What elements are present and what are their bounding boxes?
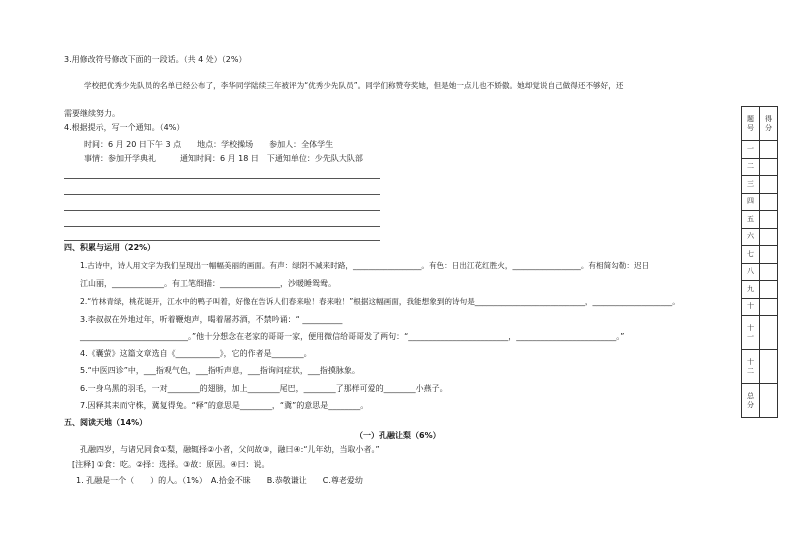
header-score-label: 得 分 xyxy=(765,114,772,132)
score-row-label: 七 xyxy=(742,246,760,264)
score-cell[interactable] xyxy=(760,384,778,418)
score-row-label: 十 一 xyxy=(742,316,760,350)
score-cell[interactable] xyxy=(760,316,778,350)
reading-question1: 1. 孔融是一个（ ）的人。（1%） A.拾金不昧 B.恭敬谦让 C.尊老爱幼 xyxy=(76,476,363,485)
header-item-label: 题 号 xyxy=(747,114,754,132)
score-table xyxy=(741,106,778,418)
section4-item3-line2: ___________________________。”他十分想念在老家的哥哥一家，便用微信给哥哥发了两句：“_________________________，_________________________。” xyxy=(80,332,625,341)
score-row-label: 三 xyxy=(742,176,760,194)
score-row-label: 四 xyxy=(742,193,760,211)
section4-item1-line1: 1.古诗中，诗人用文字为我们呈现出一幅幅美丽的画面。有声：绿阴不减来时路，__________________。有色：日出江花红胜火，__________________。有相简勾勒：迟日 xyxy=(80,261,650,270)
section4-item5: 5.“中医四诊”中，___指观气色，___指听声息，___指询问症状，___指摸脉象。 xyxy=(80,366,360,375)
section4-item4: 4.《囊萤》这篇文章选自《___________》，它的作者是________。 xyxy=(80,349,312,358)
reading-subtitle: （一）孔融让梨（6%） xyxy=(355,431,441,440)
reading-passage: 孔融四岁，与诸兄同食①梨，融辄择②小者，父问故③，融曰④:“儿年幼，当取小者。” xyxy=(80,445,380,454)
section4-title: 四、积累与运用（22%） xyxy=(64,243,156,252)
score-cell[interactable] xyxy=(760,193,778,211)
answer-line[interactable] xyxy=(64,210,380,211)
score-cell[interactable] xyxy=(760,141,778,159)
section5-title: 五、阅读天地（14%） xyxy=(64,418,148,427)
score-table-header-item xyxy=(742,107,760,141)
answer-line[interactable] xyxy=(64,194,380,195)
answer-line[interactable] xyxy=(64,226,380,227)
section4-item3-line1: 3.李叔叔在外地过年，听着鞭炮声，喝着屠苏酒，不禁吟诵：“ __________ xyxy=(80,315,343,324)
score-table-header-score xyxy=(760,107,778,141)
score-cell[interactable] xyxy=(760,176,778,194)
score-cell[interactable] xyxy=(760,211,778,229)
score-row-label: 五 xyxy=(742,211,760,229)
answer-line[interactable] xyxy=(64,240,380,241)
score-row-label: 一 xyxy=(742,141,760,159)
q3-paragraph-line2: 需要继续努力。 xyxy=(64,109,120,118)
score-row-label: 六 xyxy=(742,228,760,246)
q4-info-row2: 事情：参加开学典礼 通知时间：6 月 18 日 下通知单位：少先队大队部 xyxy=(84,154,363,163)
score-row-label: 十 xyxy=(742,298,760,316)
section4-item6: 6.一身乌黑的羽毛，一对________的翅膀，加上________尾巴，________了那样可爱的________小燕子。 xyxy=(80,384,448,393)
score-row-label: 八 xyxy=(742,263,760,281)
q3-title: 3.用修改符号修改下面的一段话。（共 4 处）（2%） xyxy=(64,55,247,64)
score-cell[interactable] xyxy=(760,246,778,264)
score-cell[interactable] xyxy=(760,263,778,281)
score-cell[interactable] xyxy=(760,228,778,246)
section4-item1-line2: 江山丽，_____________。有工笔细描：_______________，沙暖睡鸳鸯。 xyxy=(80,279,336,288)
score-cell[interactable] xyxy=(760,281,778,299)
q4-title: 4.根据提示，写一个通知。（4%） xyxy=(64,123,185,132)
section4-item7: 7.因释其耒而守株，冀复得兔。“释”的意思是________，“冀”的意思是________。 xyxy=(80,401,369,410)
score-row-label: 十 二 xyxy=(742,350,760,384)
score-cell[interactable] xyxy=(760,350,778,384)
score-row-label: 总 分 xyxy=(742,384,760,418)
score-cell[interactable] xyxy=(760,158,778,176)
q3-paragraph-line1: 学校把优秀少先队员的名单已经公布了，李华同学陆续三年被评为“优秀少先队员”。同学们称赞夸奖她，但是她一点儿也不娇傲。她却觉说自己做得还不够好，还 xyxy=(84,81,624,90)
score-row-label: 二 xyxy=(742,158,760,176)
score-cell[interactable] xyxy=(760,298,778,316)
reading-notes: [注释] ①食：吃。②择：选择。③故：原因。④曰：说。 xyxy=(72,460,270,469)
answer-line[interactable] xyxy=(64,178,380,179)
q4-info-row1: 时间：6 月 20 日下午 3 点 地点：学校操场 参加人：全体学生 xyxy=(84,140,334,149)
section4-item2: 2.“竹林青绿，桃花诞开，江水中的鸭子叫着，好像在告诉人们春来啦！春来啦！”根据这幅画面，我能想象到的诗句是_____________________________，_____________________。 xyxy=(80,297,680,306)
score-row-label: 九 xyxy=(742,281,760,299)
